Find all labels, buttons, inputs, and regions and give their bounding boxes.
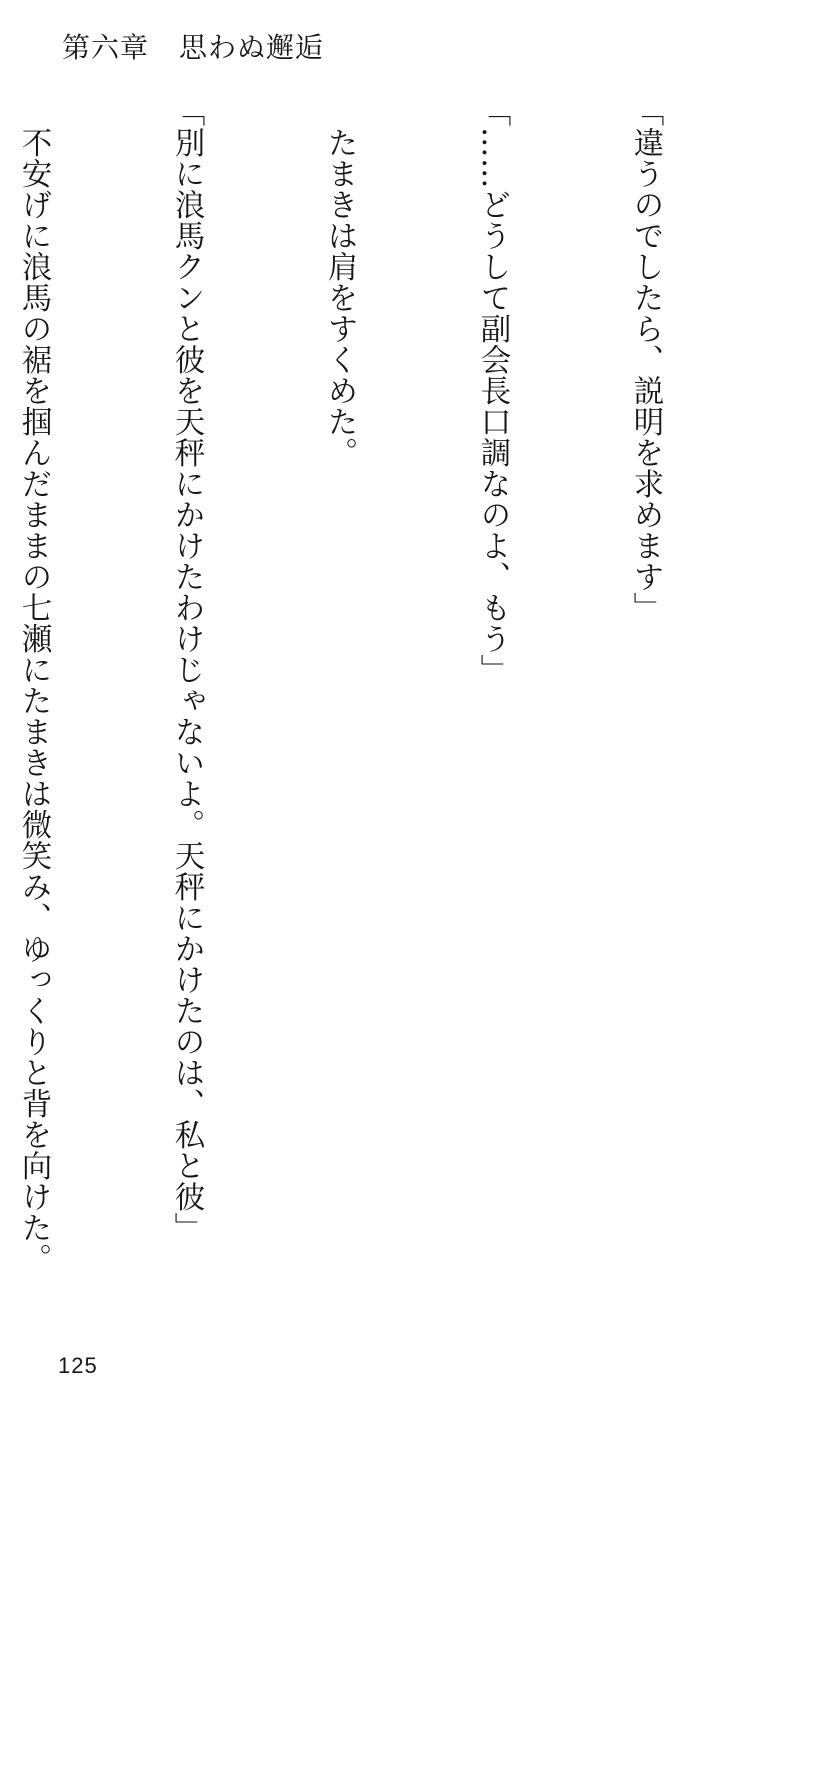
chapter-number: 第六章 bbox=[62, 31, 150, 64]
text-line: 「……どうして副会長口調なのよ、もう」 bbox=[475, 96, 510, 685]
running-header bbox=[62, 26, 324, 66]
vertical-body-text bbox=[0, 96, 773, 1336]
text-line: 「別に浪馬クンと彼を天秤にかけたわけじゃないよ。天秤にかけたのは、私と彼」 bbox=[169, 96, 204, 1243]
text-line: 「違うのでしたら、説明を求めます」 bbox=[628, 96, 663, 623]
text-line: 不安げに浪馬の裾を掴んだままの七瀬にたまきは微笑み、ゆっくりと背を向けた。 bbox=[16, 96, 51, 1274]
chapter-title: 思わぬ邂逅 bbox=[179, 31, 325, 64]
text-line: たまきは肩をすくめた。 bbox=[322, 96, 357, 468]
page-number: 125 bbox=[58, 1353, 98, 1378]
